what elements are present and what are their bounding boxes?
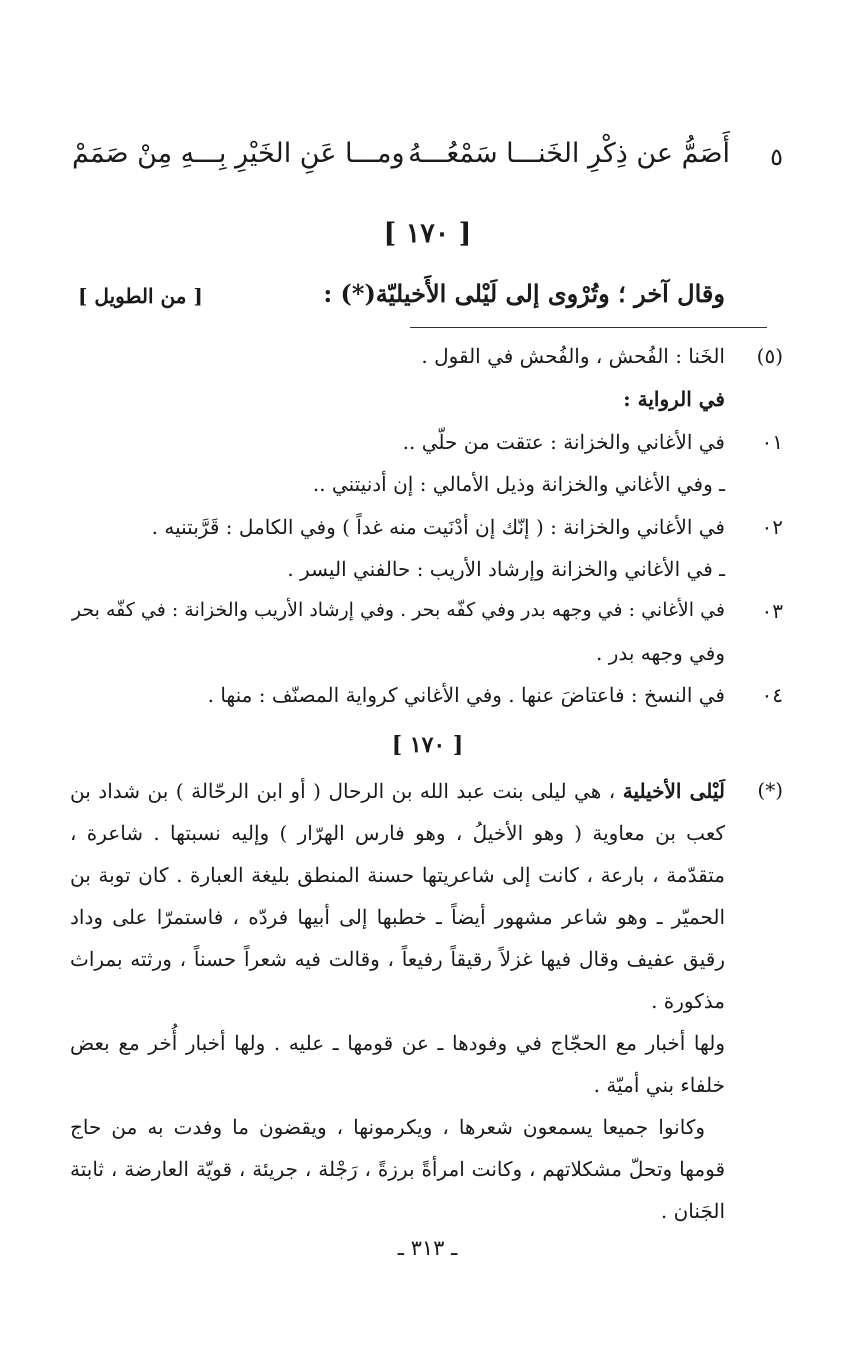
footnote-heading: في الرواية : [623,387,725,411]
footnote-text: وفي وجهه بدر . [595,641,725,665]
footnote-text: ـ في الأغاني والخزانة وإرشاد الأريب : حالفني اليسر . [287,557,725,581]
poem-meter: [ من الطويل ] [78,284,203,308]
verse-hemistich-first: أَصَمُّ عن ذِكْرِ الخَنـــا سَمْعُـــهُ [408,138,730,169]
footnote-label: ٠٣ [761,599,783,623]
footnote-text: ـ وفي الأغاني والخزانة وذيل الأمالي : إن أدنيتني .. [312,472,725,496]
poem-intro: وقال آخر ؛ وتُرْوى إلى لَيْلى الأَخيليّة(*) : [323,279,725,308]
footnote-text: في الأغاني : في وجهه بدر وفي كفّه بحر . وفي إرشاد الأريب والخزانة : في كفّه بحر [71,599,725,621]
page-number: ـ ٣١٣ ـ [397,1236,458,1260]
bio-paragraph-2: ولها أخبار مع الحجّاج في وفودها ـ عن قومها ـ عليه . ولها أخبار أُخر مع بعض خلفاء بني أميّة . [70,1031,725,1097]
poem-number: [ ١٧٠ ] [383,218,472,249]
footnote-text: في الأغاني والخزانة : ( إنّك إن أدْنَيت منه غداً ) وفي الكامل : قَرَّبتنيه . [151,515,725,539]
bio-label: (*) [757,778,783,802]
footnote-divider [410,327,767,328]
bio-paragraph-1 [70,770,725,1022]
footnote-label: ٠٢ [761,515,783,539]
footnote-text: في الأغاني والخزانة : عتقت من حلّي .. [402,430,725,454]
bio-paragraph-3: وكانوا جميعا يسمعون شعرها ، ويكرمونها ، ويقضون ما وفدت به من حاج قومها وتحلّ مشكلاتهم ، وكانت امرأةً برزةً ، رَجْلة ، جريئة ، قويّة العارضة ، ثابتة الجَنان . [70,1115,725,1223]
bio-name: لَيْلى الأخيلية [622,779,726,803]
verse-hemistich-second: ومـــا عَنِ الخَيْرِ بِـــهِ مِنْ صَمَمْ [72,138,405,169]
footnote-text: في النسخ : فاعتاضَ عنها . وفي الأغاني كرواية المصنّف : منها . [207,683,725,707]
section-number: [ ١٧٠ ] [391,732,464,758]
footnote-label: ٠٤ [761,683,783,707]
footnote-label: ٠١ [761,430,783,454]
footnote-text: الخَنا : الفُحش ، والفُحش في القول . [421,344,725,368]
footnote-label: (٥) [756,344,783,368]
bio-text: ، هي ليلى بنت عبد الله بن الرحال ( أو ابن الرحّالة ) بن شداد بن كعب بن معاوية ( وهو الأخيلُ ، وهو فارس الهرّار ) وإليه نسبتها . شاعرة ، متقدّمة ، بارعة ، كانت إلى شاعريتها حسنة المنطق بليغة العبارة . كان توبة بن الحميّر ـ وهو شاعر مشهور أيضاً ـ خطبها إلى أبيها فردّه ، فاستمرّا على وداد رقيق عفيف وقال فيها غزلاً رقيقاً رفيعاً ، وقالت فيه شعراً حسناً ، ورثته بمراث مذكورة . [70,779,725,1013]
verse-number: ٥ [770,143,783,171]
